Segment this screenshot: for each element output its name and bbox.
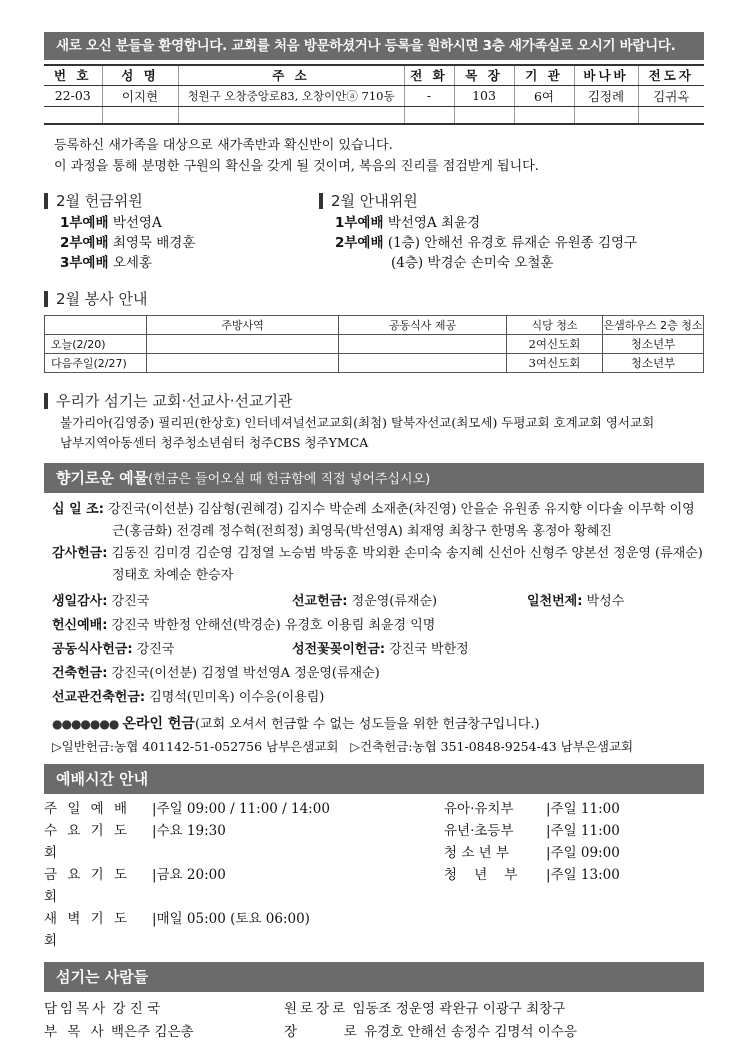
section-heading: 우리가 섬기는 교회·선교사·선교기관 xyxy=(44,393,704,409)
offering-committee: 2월 헌금위원 1부예배 박선영A 2부예배 최영묵 배경훈 3부예배 오세홍 xyxy=(44,193,319,273)
table-header: 기 관 xyxy=(514,65,574,85)
section-heading: 2월 안내위원 xyxy=(319,193,704,209)
table-cell: 103 xyxy=(454,85,514,106)
table-cell: 김정례 xyxy=(574,85,638,106)
service-table: 주방사역 공동식사 제공 식당 청소 은샘하우스 2층 청소 오늘(2/20) 2여신도회 청소년부 다음주일(2/27) 3여신도회 청소년부 xyxy=(44,315,704,373)
newcomer-notes xyxy=(44,135,704,177)
table-header: 목 장 xyxy=(454,65,514,85)
table-cell: - xyxy=(404,85,454,106)
table-row: 오늘(2/20) 2여신도회 청소년부 xyxy=(45,335,704,354)
table-row xyxy=(44,85,704,106)
registration-table xyxy=(44,64,704,125)
note-line: 등록하신 새가족을 대상으로 새가족반과 확신반이 있습니다. xyxy=(54,138,393,153)
staff-banner: 섬기는 사람들 xyxy=(44,962,704,992)
table-cell: 22-03 xyxy=(44,85,102,106)
section-heading: 2월 헌금위원 xyxy=(44,193,319,209)
table-header: 주 소 xyxy=(178,65,404,85)
table-cell: 김귀옥 xyxy=(638,85,704,106)
section-heading: 2월 봉사 안내 xyxy=(44,291,704,307)
table-row: 다음주일(2/27) 3여신도회 청소년부 xyxy=(45,354,704,373)
table-header: 번 호 xyxy=(44,65,102,85)
welcome-banner: 새로 오신 분들을 환영합니다. 교회를 처음 방문하셨거나 등록을 원하시면 3층 새가족실로 오시기 바랍니다. xyxy=(44,32,704,60)
table-header: 바나바 xyxy=(574,65,638,85)
staff-list: 담임목사 강 진 국 부 목 사 백은주 김은총 원로장로 임동조 정운영 곽완규 이광구 최창구 장 로 유경호 안해선 송정수 김명석 이수응 xyxy=(44,1001,577,1040)
times-banner: 예배시간 안내 xyxy=(44,764,704,794)
table-header: 성 명 xyxy=(102,65,178,85)
note-line: 이 과정을 통해 분명한 구원의 확신을 갖게 될 것이며, 복음의 진리를 점검받게 됩니다. xyxy=(54,159,539,174)
guide-committee: 2월 안내위원 1부예배 박선영A 최윤경 2부예배 (1층) 안해선 유경호 류재순 유원종 김영구 (4층) 박경순 손미숙 오철훈 xyxy=(319,193,704,273)
table-cell: 청원구 오창중앙로83, 오창이안ⓐ 710동 xyxy=(178,85,404,106)
table-cell: 이지현 xyxy=(102,85,178,106)
worship-times: 주 일 예 배 | 주일 09:00 / 11:00 / 14:00 수 요 기 도 회 | 수요 19:30 금 요 기 도 회 | 금요 20:00 새 벽 기 도 회 | 매일 05:00 (토요 06:00) 유아·유치부 | 주일 11:00 유년·초등부 | 주일 11:00 청 소 년 부 | 주일 09:00 청 년 부 | 주일 13:00 xyxy=(44,801,620,949)
table-header: 전 화 xyxy=(404,65,454,85)
offering-list: 십 일 조: 강진국(이선분) 김삼형(권혜경) 김지수 박순례 소재춘(차진영) 안을순 유원종 유지향 이다솔 이무학 이영근(홍금화) 전경례 정수혁(전희정) 최영묵(박선영A) 최재영 최창구 한명옥 홍정아 황혜진 감사헌금: 김동진 김미경 김순영 김정열 노승범 박동훈 박외환 손미숙 송지혜 신선아 신형주 양본선 정운영 (류재순) 정태호 차예순 한승자 생일감사: 강진국 선교헌금: 정운영(류재순) 일천번제: 박성수 헌신예배: 강진국 박한정 안해선(박경순) 유경호 이용림 최윤경 익명 공동식사헌금: 강진국 성전꽃꽂이헌금: 강진국 박한정 건축헌금: 강진국(이선분) 김정열 박선영A 정운영(류재순) 선교관건축헌금: 김명석(민미옥) 이수응(이용림) ●●●●●●● 온라인 헌금(교회 오셔서 헌금할 수 없는 성도들을 위한 헌금창구입니다.) ▷일반헌금:농협 401142-51-052756 남부은샘교회 ▷건축헌금:농협 351-0848-9254-43 남부은샘교회 xyxy=(52,502,703,754)
offering-banner: 향기로운 예물(헌금은 들어오실 때 헌금함에 직접 넣어주십시오) xyxy=(44,463,704,493)
missions-list: 불가리아(김영중) 필리핀(한상호) 인터네셔널선교교회(최첨) 탈북자선교(최모세) 두평교회 호계교회 영서교회 남부지역아동센터 청주청소년쉼터 청주CBS 청주YMCA xyxy=(60,415,655,450)
table-cell: 6여 xyxy=(514,85,574,106)
table-row xyxy=(44,106,704,124)
table-header: 전도자 xyxy=(638,65,704,85)
dots-icon: ●●●●●●● xyxy=(52,717,119,731)
